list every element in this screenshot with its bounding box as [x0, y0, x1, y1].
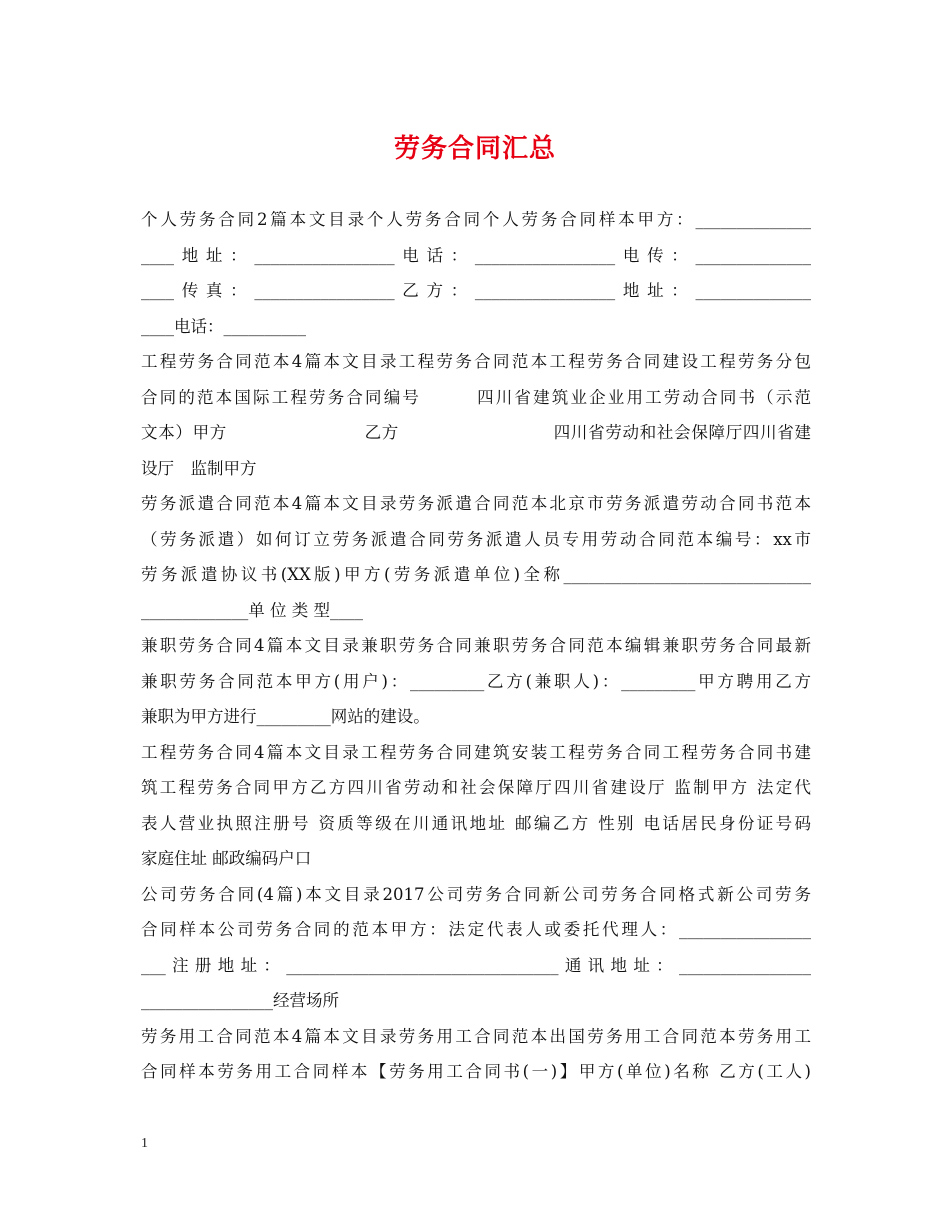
text-line: 个人劳务合同2篇本文目录个人劳务合同个人劳务合同样本甲方：______________: [141, 210, 811, 229]
text-line: 兼职为甲方进行_________网站的建设。: [141, 707, 430, 726]
document-body: [141, 202, 811, 1090]
text-line: 筑工程劳务合同甲方乙方四川省劳动和社会保障厅四川省建设厅 监制甲方 法定代: [141, 778, 811, 797]
text-line: 表人营业执照注册号 资质等级在川通讯地址 邮编乙方 性别 电话居民身份证号码: [141, 813, 811, 833]
text-line: 文本）甲方 乙方 四川省劳动和社会保障厅四川省建: [141, 423, 811, 442]
text-line: _____________单 位 类 型____: [141, 600, 363, 620]
text-line: 劳务派遣协议书(XX版)甲方(劳务派遣单位)全称______________________________: [141, 565, 811, 584]
text-line: 合同样本公司劳务合同的范本甲方：法定代表人或委托代理人：________________: [141, 920, 811, 939]
text-line: ____地址：_________________电话：_________________电传：______________: [141, 245, 811, 265]
text-line: （劳务派遣）如何订立劳务派遣合同劳务派遣人员专用劳动合同范本编号：xx市: [141, 529, 811, 549]
text-line: 工程劳务合同4篇本文目录工程劳务合同建筑安装工程劳务合同工程劳务合同书建: [141, 742, 811, 762]
text-line: 合同样本劳务用工合同样本【劳务用工合同书(一)】甲方(单位)名称 乙方(工人): [141, 1062, 811, 1081]
document-title: 劳务合同汇总: [393, 134, 556, 164]
text-line: ____传真：_________________乙方：_________________地址：______________: [141, 281, 811, 300]
text-line: 公司劳务合同(4篇)本文目录2017公司劳务合同新公司劳务合同格式新公司劳务: [141, 884, 811, 904]
text-line: 兼职劳务合同4篇本文目录兼职劳务合同兼职劳务合同范本编辑兼职劳务合同最新: [141, 636, 811, 655]
page-number: 1: [141, 1136, 148, 1151]
text-line: 工程劳务合同范本4篇本文目录工程劳务合同范本工程劳务合同建设工程劳务分包: [141, 352, 811, 371]
text-line: ________________经营场所: [141, 991, 339, 1010]
text-line: 兼职劳务合同范本甲方(用户)：_________乙方(兼职人)：_________甲方聘用乙方: [141, 671, 811, 691]
text-line: ___注册地址：_________________________________通讯地址：________________: [141, 955, 811, 975]
text-line: 家庭住址 邮政编码户口: [141, 849, 312, 868]
text-line: 设厅 监制甲方: [141, 458, 257, 478]
text-line: 劳务用工合同范本4篇本文目录劳务用工合同范本出国劳务用工合同范本劳务用工: [141, 1026, 811, 1046]
text-line: 劳务派遣合同范本4篇本文目录劳务派遣合同范本北京市劳务派遣劳动合同书范本: [141, 494, 811, 513]
text-line: 合同的范本国际工程劳务合同编号 四川省建筑业企业用工劳动合同书（示范: [141, 387, 811, 407]
text-line: ____电话：__________: [141, 316, 306, 336]
